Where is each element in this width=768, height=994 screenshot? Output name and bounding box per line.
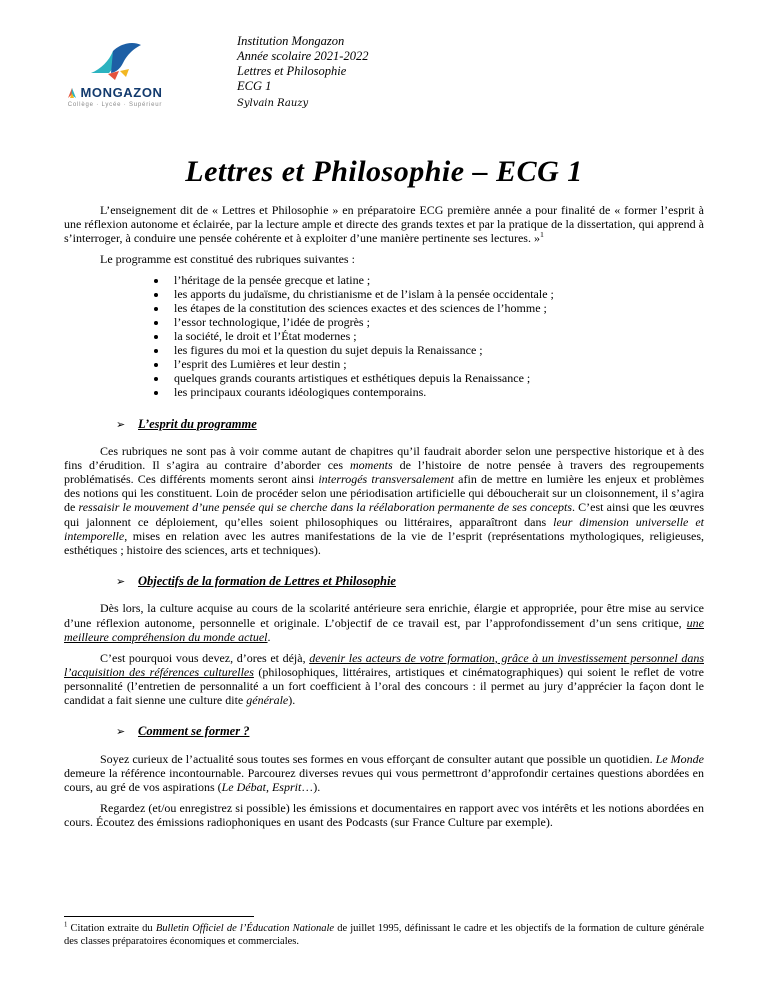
bird-logo-icon [50, 40, 180, 84]
logo-tagline: Collège · Lycée · Supérieur [67, 102, 163, 109]
logo-brand-text: MONGAZON [80, 85, 163, 100]
logo-brand [50, 85, 180, 100]
footnote-text: $^1$ Citation extraite du Bulletin Officiel de l’Éducation Nationale de juillet 1995, définissant le cadre et les objectifs de la formation de culture générale des classes préparatoires économiques et commerciales. [64, 921, 704, 948]
rubrique-item: • l’esprit des Lumières et leur destin ; [168, 357, 704, 371]
document-header [64, 34, 704, 140]
mongazon-logo [50, 40, 180, 109]
objectifs-paragraph-2: C’est pourquoi vous devez, d’ores et déjà, devenir les acteurs de votre formation, grâce à un investissement personnel dans l’acquisition des références culturelles (philosophiques, littéraires, artistiques et cinématographiques) qui soient le reflet de votre personnalité (l’entretien de personnalité a un fort coefficient à l’oral des concours : il permet au jury d’apprécier la façon dont le candidat a fait sienne une culture dite générale). [64, 650, 704, 707]
heading-text-objectifs: Objectifs de la formation de Lettres et Philosophie [138, 573, 396, 588]
meta-line-course: Lettres et Philosophie [237, 64, 347, 78]
section-heading-esprit [116, 417, 704, 432]
former-paragraph-1: Soyez curieux de l’actualité sous toutes ses formes en vous efforçant de consulter autant que possible un quotidien. Le Monde demeure la référence incontournable. Parcourez diverses revues qui vous permettront d’approfondir certaines questions abordées en cours, au gré de vos aspirations (Le Débat, Esprit…). [64, 751, 704, 794]
heading-text-former: Comment se former ? [138, 723, 250, 738]
rubrique-item: • les apports du judaïsme, du christianisme et de l’islam à la pensée occidentale ; [168, 287, 704, 301]
section-heading-former [116, 724, 704, 739]
intro-paragraph: L’enseignement dit de « Lettres et Philosophie » en préparatoire ECG première année a pour finalité de « former l’esprit à une réflexion autonome et éclairée, par la lecture ample et directe des grands textes et par la pratique de la dissertation, qui apprend à s’interroger, à conduire une pensée cohérente et à exploiter d’une manière pertinente ses lectures. »$^1$ [64, 203, 704, 246]
heading-text-esprit: L’esprit du programme [138, 416, 257, 431]
footnote-area [64, 916, 704, 948]
meta-line-year: Année scolaire 2021-2022 [237, 49, 369, 63]
rubrique-item: • l’essor technologique, l’idée de progrès ; [168, 315, 704, 329]
rubrique-item: • les figures du moi et la question du sujet depuis la Renaissance ; [168, 343, 704, 357]
arrow-marker-icon: ➢ [116, 418, 126, 431]
rubrique-item: • les principaux courants idéologiques contemporains. [168, 385, 704, 399]
author-name: Sylvain Rauzy [237, 98, 309, 109]
rubrique-item: • quelques grands courants artistiques et esthétiques depuis la Renaissance ; [168, 371, 704, 385]
rubrique-item: • l’héritage de la pensée grecque et latine ; [168, 273, 704, 287]
arrow-marker-icon: ➢ [116, 575, 126, 588]
rubriques-list [64, 273, 704, 399]
objectifs-paragraph-1: Dès lors, la culture acquise au cours de la scolarité antérieure sera enrichie, élargie et appropriée, pour être mise au service d’une réflexion autonome, personnelle et originale. L’objectif de ce travail est, par l’approfondissement d’un sens critique, une meilleure compréhension du monde actuel. [64, 601, 704, 644]
rubrique-item: • la société, le droit et l’État modernes ; [168, 329, 704, 343]
arrow-marker-icon: ➢ [116, 725, 126, 738]
page-title: Lettres et Philosophie – ECG 1 [185, 155, 583, 188]
brand-mark-icon [67, 87, 77, 99]
header-meta [237, 34, 368, 110]
former-paragraph-2: Regardez (et/ou enregistrez si possible) les émissions et documentaires en rapport avec vos intérêts et les notions abordées en cours. Écoutez des émissions radiophoniques en usant des Podcasts (sur France Culture par exemple). [64, 800, 704, 829]
programme-lead-in: Le programme est constitué des rubriques suivantes : [100, 252, 355, 267]
meta-line-class: ECG 1 [237, 79, 272, 93]
meta-line-institution: Institution Mongazon [237, 34, 345, 48]
rubrique-item: • les étapes de la constitution des sciences exactes et des sciences de l’homme ; [168, 301, 704, 315]
esprit-paragraph: Ces rubriques ne sont pas à voir comme autant de chapitres qu’il faudrait aborder selon une perspective historique et à des fins d’érudition. Il s’agira au contraire d’aborder ces moments de l’histoire de notre pensée à travers des regroupements problématisés. Ces différents moments seront ainsi interrogés transversalement afin de mettre en lumière les enjeux et problèmes des notions qui les constituent. Loin de procéder selon une périodisation artificielle qui déboucherait sur un cloisonnement, il s’agira de ressaisir le mouvement d’une pensée qui se cherche dans la réélaboration permanente de ses concepts. C’est ainsi que les œuvres qui jalonnent ce déploiement, qu’elles soient philosophiques ou littéraires, apparaîtront dans leur dimension universelle et intemporelle, mises en relation avec les autres manifestations de la vie de l’esprit (représentations mythologiques, religieuses, esthétiques ; histoire des sciences, arts et techniques). [64, 444, 705, 557]
footnote-divider [64, 916, 254, 917]
section-heading-objectifs [116, 574, 704, 589]
